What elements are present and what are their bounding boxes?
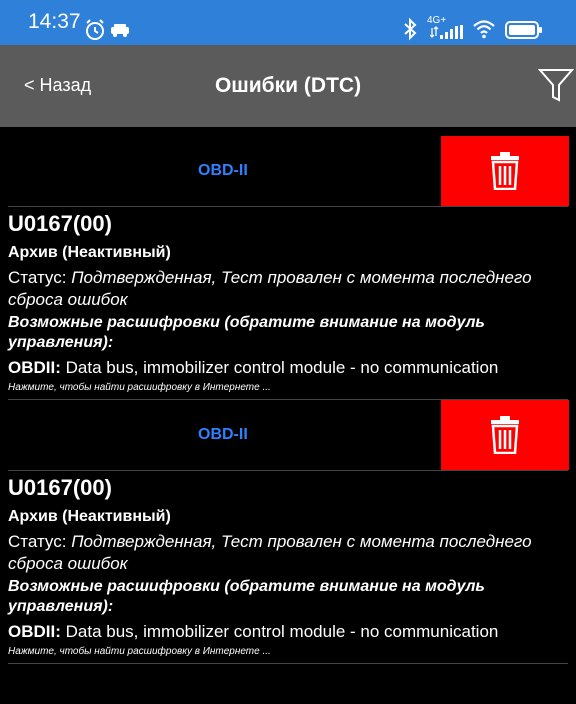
battery-icon bbox=[505, 21, 543, 39]
status-value: Подтвержденная, Тест провален с момента последнего сброса ошибок bbox=[8, 268, 532, 309]
dtc-status bbox=[8, 267, 568, 311]
status-bar bbox=[0, 0, 576, 45]
decode-prefix: OBDII: bbox=[8, 358, 61, 377]
signal-icon bbox=[430, 25, 466, 39]
divider bbox=[8, 470, 568, 471]
page-title: Ошибки (DTC) bbox=[214, 74, 362, 97]
divider bbox=[8, 206, 568, 207]
dtc-code: U0167(00) bbox=[8, 211, 112, 236]
status-value: Подтвержденная, Тест провален с момента последнего сброса ошибок bbox=[8, 532, 532, 573]
back-button[interactable]: < Назад bbox=[24, 75, 92, 95]
protocol-label: OBD-II bbox=[198, 426, 248, 443]
decode-hint-title: Возможные расшифровки (обратите внимание на модуль управления): bbox=[8, 578, 485, 615]
dtc-state: Архив (Неактивный) bbox=[8, 244, 171, 261]
divider bbox=[8, 663, 568, 664]
status-time: 14:37 bbox=[28, 10, 81, 33]
car-icon bbox=[110, 23, 130, 37]
decode-text: Data bus, immobilizer control module - no communication bbox=[65, 358, 499, 377]
bluetooth-icon bbox=[402, 17, 418, 41]
trash-icon bbox=[490, 416, 520, 454]
wifi-icon bbox=[473, 18, 495, 40]
protocol-label: OBD-II bbox=[198, 162, 248, 179]
dtc-decode bbox=[8, 621, 568, 643]
dtc-section-header bbox=[0, 136, 576, 206]
dtc-entry[interactable] bbox=[8, 211, 568, 395]
decode-hint-title: Возможные расшифровки (обратите внимание на модуль управления): bbox=[8, 314, 485, 351]
alarm-icon bbox=[84, 19, 106, 41]
dtc-section-header bbox=[0, 400, 576, 470]
search-online-link[interactable]: Нажмите, чтобы найти расшифровку в Интернете ... bbox=[8, 382, 271, 393]
dtc-code: U0167(00) bbox=[8, 475, 112, 500]
trash-icon bbox=[490, 152, 520, 190]
search-online-link[interactable]: Нажмите, чтобы найти расшифровку в Интернете ... bbox=[8, 646, 271, 657]
delete-button[interactable] bbox=[441, 400, 569, 470]
decode-text: Data bus, immobilizer control module - no communication bbox=[65, 622, 499, 641]
network-type: 4G+ bbox=[427, 15, 447, 26]
filter-icon[interactable] bbox=[538, 67, 574, 103]
app-header bbox=[0, 45, 576, 127]
dtc-status bbox=[8, 531, 568, 575]
dtc-entry[interactable] bbox=[8, 475, 568, 659]
status-label: Статус: bbox=[8, 532, 67, 551]
dtc-decode bbox=[8, 357, 568, 379]
decode-prefix: OBDII: bbox=[8, 622, 61, 641]
dtc-state: Архив (Неактивный) bbox=[8, 508, 171, 525]
delete-button[interactable] bbox=[441, 136, 569, 206]
status-label: Статус: bbox=[8, 268, 67, 287]
